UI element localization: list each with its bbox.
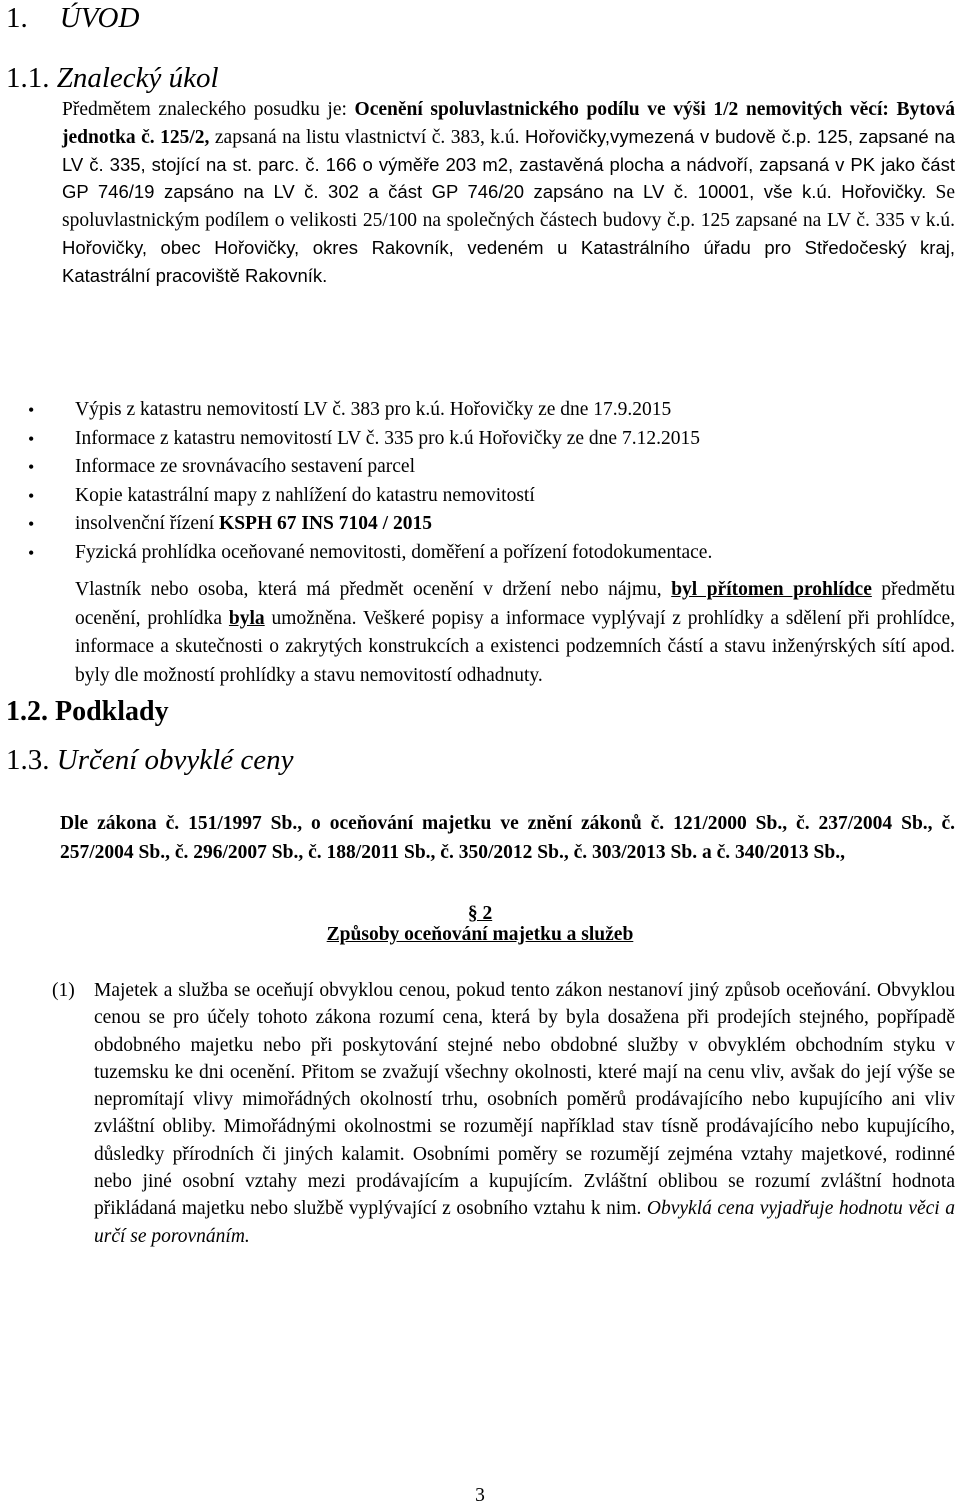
list-item: • Informace ze srovnávacího sestavení parcel: [28, 453, 955, 482]
heading-znalecky-ukol: [6, 62, 219, 95]
heading-number: 1.: [6, 2, 28, 34]
list-item: • Informace z katastru nemovitostí LV č. 335 pro k.ú Hořovičky ze dne 7.12.2015: [28, 425, 955, 454]
law-reference: Dle zákona č. 151/1997 Sb., o oceňování majetku ve znění zákonů č. 121/2000 Sb., č. 237/2004 Sb., č. 257/2004 Sb., č. 296/2007 Sb., č. 188/2011 Sb., č. 350/2012 Sb., č. 303/2013 Sb. a č. 340/2013 Sb.,: [60, 813, 955, 863]
list-item: • Fyzická prohlídka oceňované nemovitosti, doměření a pořízení fotodokumentace.: [28, 539, 955, 568]
page-number: 3: [475, 1485, 485, 1506]
prohlidka-paragraph: Vlastník nebo osoba, která má předmět ocenění v držení nebo nájmu, byl přítomen prohlídce předmětu ocenění, prohlídka byla umožněna. Veškeré popisy a informace vyplývají z prohlídky a sdělení při prohlídce, informace a skutečnosti o zakrytých konstrukcích a existenci podzemních částí a stavu inženýrských sítí apod. byly dle možností prohlídky a stavu nemovitostí odhadnuty.: [75, 579, 955, 686]
list-item: • Kopie katastrální mapy z nahlížení do katastru nemovitostí: [28, 482, 955, 511]
heading-number: 1.1.: [6, 62, 50, 94]
list-item: • Výpis z katastru nemovitostí LV č. 383 pro k.ú. Hořovičky ze dne 17.9.2015: [28, 396, 955, 425]
heading-urceni-ceny: 1.3. Určení obvyklé ceny: [6, 744, 294, 776]
heading-podklady: 1.2. Podklady: [6, 696, 169, 727]
ukol-paragraph: Předmětem znaleckého posudku je: Ocenění spoluvlastnického podílu ve výši 1/2 nemovitých věcí: Bytová jednotka č. 125/2, zapsaná na listu vlastnictví č. 383, k.ú. Hořovičky,vymezená v budově č.p. 125, zapsané na LV č. 335, stojící na st. parc. č. 166 o výměře 203 m2, zastavěná plocha a nádvoří, zapsaná v PK jako část GP 746/19 zapsáno na LV č. 302 a část GP 746/20 zapsáno na LV č. 10001, vše k.ú. Hořovičky. Se spoluvlastnickým podílem o velikosti 25/100 na společných částech budovy č.p. 125 zapsané na LV č. 335 v k.ú. Hořovičky, obec Hořovičky, okres Rakovník, vedeném u Katastrálního úřadu pro Středočeský kraj, Katastrální pracoviště Rakovník.: [62, 99, 956, 286]
heading-title: Znalecký úkol: [56, 62, 219, 94]
list-item: • insolvenční řízení KSPH 67 INS 7104 / 2015: [28, 510, 955, 539]
law-citation: (1) Majetek a služba se oceňují obvyklou cenou, pokud tento zákon nestanoví jiný způsob oceňování. Obvyklou cenou se pro účely tohoto zákona rozumí cena, která by byla dosažena při prodejích stejného, popřípadě obdobného majetku nebo při poskytování stejné nebo obdobné služby v obvyklém obchodním styku v tuzemsku ke dni ocenění. Přitom se zvažují všechny okolnosti, které mají na cenu vliv, avšak do její výše se nepromítají vlivy mimořádných okolností trhu, osobních poměrů prodávajícího nebo kupujícího ani vliv zvláštní obliby. Mimořádnými okolnostmi se rozumějí například stav tísně prodávajícího nebo kupujícího, důsledky přírodních či jiných kalamit. Osobními poměry se rozumějí zejména vztahy majetkové, rodinné nebo jiné osobní vztahy mezi prodávajícím a kupujícím. Zvláštní oblibou se rozumí zvláštní hodnota přikládaná majetku nebo službě vyplývající z osobního vztahu k nim. Obvyklá cena vyjadřuje hodnotu věci a určí se porovnáním.: [52, 977, 955, 1250]
citation-label: (1): [52, 980, 75, 1001]
podklady-list: [28, 396, 955, 568]
heading-uvod: [6, 2, 139, 35]
section-mark: § 2: [467, 903, 493, 924]
section-title: Způsoby oceňování majetku a služeb: [326, 924, 634, 945]
heading-title: ÚVOD: [59, 2, 140, 34]
